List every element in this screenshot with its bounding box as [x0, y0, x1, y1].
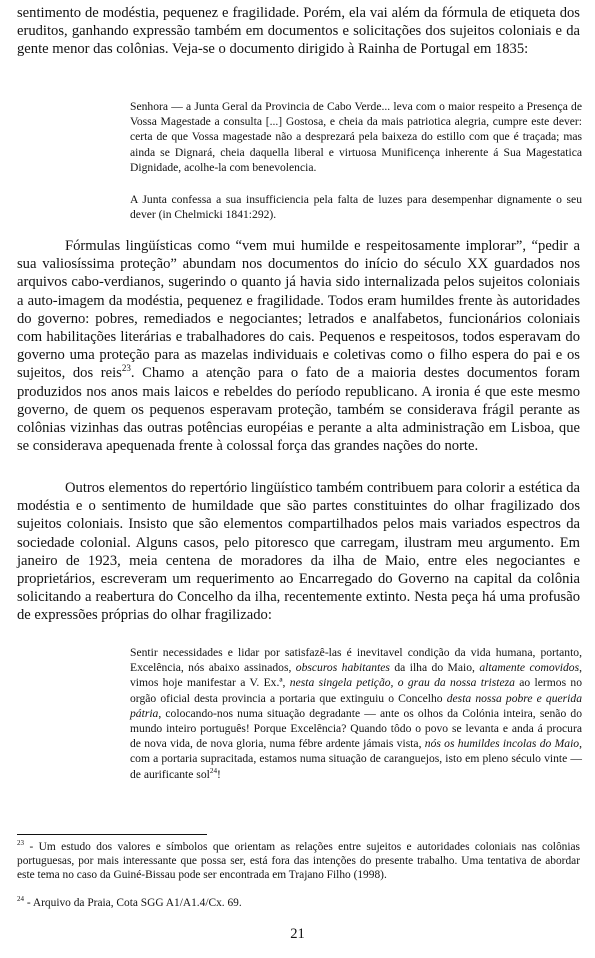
footnote-number: 24: [17, 895, 25, 904]
quote-text: da ilha do Maio,: [389, 661, 480, 675]
quote-text: , vimos hoje manifestar a V. Ex.ª,: [130, 661, 582, 690]
paragraph-text: . Chamo a atenção para o fato de a maioria destes documentos foram produzidos nos anos mais laicos e rebeldes do período republicano. A ironia é que este mesmo governo, de quem os pequenos esperavam proteção, também se considerava frágil perante as colônias vizinhas das outras potências européias e perante a alta administração em Lisboa, que se considerava apequenada frente à colossal força das grandes nações do norte.: [17, 365, 580, 455]
footnote-ref-23[interactable]: 23: [121, 363, 131, 374]
quote-emphasis: nós os humildes incolas do Maio: [424, 737, 580, 751]
footnote-23: [17, 840, 580, 883]
footnote-text: - Arquivo da Praia, Cota SGG A1/A1.4/Cx. 69.: [24, 897, 242, 909]
quote-text: , com a portaria supracitada, estamos numa situação de caranguejos, isto em pleno século vinte — de aurificante sol: [130, 737, 582, 781]
paragraph-text: Fórmulas lingüísticas como “vem mui humilde e respeitosamente implorar”, “pedir a sua valiosíssima proteção” abundam nos documentos do início do século XX guardados nos arquivos cabo-verdianos, sugerindo o quanto já havia sido internalizada pelos sujeitos coloniais a auto-imagem da modéstia, pequenez e fragilidade. Todos eram humildes frente às autoridades do governo: pobres, remediados e negociantes; letrados e analfabetos, funcionários coloniais com habilitações literárias e trabalhadores do cais. Pequenos e respeitosos, todos esperavam do governo uma proteção para as mazelas individuais e coletivas como o filho espera do pai e os sujeitos, dos reis: [17, 238, 580, 382]
quote-emphasis: altamente comovidos: [479, 661, 580, 675]
body-paragraph-2: [17, 237, 580, 455]
block-quote-1-continuation: A Junta confessa a sua insufficiencia pela falta de luzes para desempenhar dignamente o seu dever (in Chelmicki 1841:292).: [130, 193, 582, 222]
quote-emphasis: desta nossa pobre e querida pátria: [130, 691, 582, 720]
intro-paragraph: sentimento de modéstia, pequenez e fragilidade. Porém, ela vai além da fórmula de etiqueta dos eruditos, ganhando expressão também em documentos e solicitações dos sujeitos coloniais e da gente menor das colônias. Veja-se o documento dirigido à Rainha de Portugal em 1835:: [17, 5, 580, 58]
quote-text: , colocando-nos numa situação degradante — ante os olhos da Colónia inteira, senão do mundo inteiro português! Porque Excelência? Quando tôdo o povo se levanta e anda á procura de nova vida, de nova gloria, numa fébre ardente jámais vista,: [130, 706, 582, 751]
footnote-24: [17, 896, 580, 910]
quote-text: ao lermos no orgão oficial desta provincia a portaria que extinguiu o Concelho: [130, 676, 583, 705]
page-number: 21: [290, 926, 305, 942]
body-paragraph-3: Outros elementos do repertório lingüístico também contribuem para colorir a estética da modéstia e o sentimento de humildade que são partes constituintes do olhar fragilizado dos sujeitos coloniais. Insisto que são elementos compartilhados pelos mais variados espectros da sociedade colonial. Alguns casos, pelo pitoresco que carregam, ilustram meu argumento. Em janeiro de 1923, meia centena de moradores da ilha de Maio, entre eles negociantes e proprietários, escreveram um requerimento ao Encarregado do Governo na capital da colônia solicitando a reabertura do Concelho da ilha, recentemente extinto. Nesta peça há uma profusão de expressões próprias do olhar fragilizado:: [17, 480, 580, 624]
footnote-separator: [17, 834, 207, 835]
footnote-text: - Um estudo dos valores e símbolos que orientam as relações entre sujeitos e autoridades coloniais nas colônias portuguesas, por mais interessante que possa ser, está fora das intenções do presente trabalho. Uma tentativa de abordar este tema no caso da Guiné-Bissau pode ser encontrada em Trajano Filho (1998).: [17, 841, 580, 882]
quote-emphasis: nesta singela petição, o grau da nossa tristeza: [289, 676, 515, 690]
quote-text: Sentir necessidades e lidar por satisfazê-las é inevitavel condição da vida humana, portanto, Excelência, nós abaixo assinados,: [130, 646, 582, 675]
quote-text: !: [217, 767, 221, 781]
block-quote-1: Senhora — a Junta Geral da Provincia de Cabo Verde... leva com o maior respeito a Presença de Vossa Magestade a consulta [...] Gostosa, e cheia da mais patriotica alegria, cumpre este dever: certa de que Vossa magestade não a desprezará pela baixeza do estillo com que é traçada; mas ainda se Dignará, cheia daquella liberal e virtuosa Munificença inherente á Sua Magestatica Dignidade, acolhe-la com benevolencia.: [130, 100, 582, 174]
footnote-ref-24[interactable]: 24: [209, 766, 218, 775]
footnote-number: 23: [17, 839, 25, 848]
block-quote-2: [130, 645, 582, 782]
quote-emphasis: obscuros habitantes: [295, 661, 390, 675]
